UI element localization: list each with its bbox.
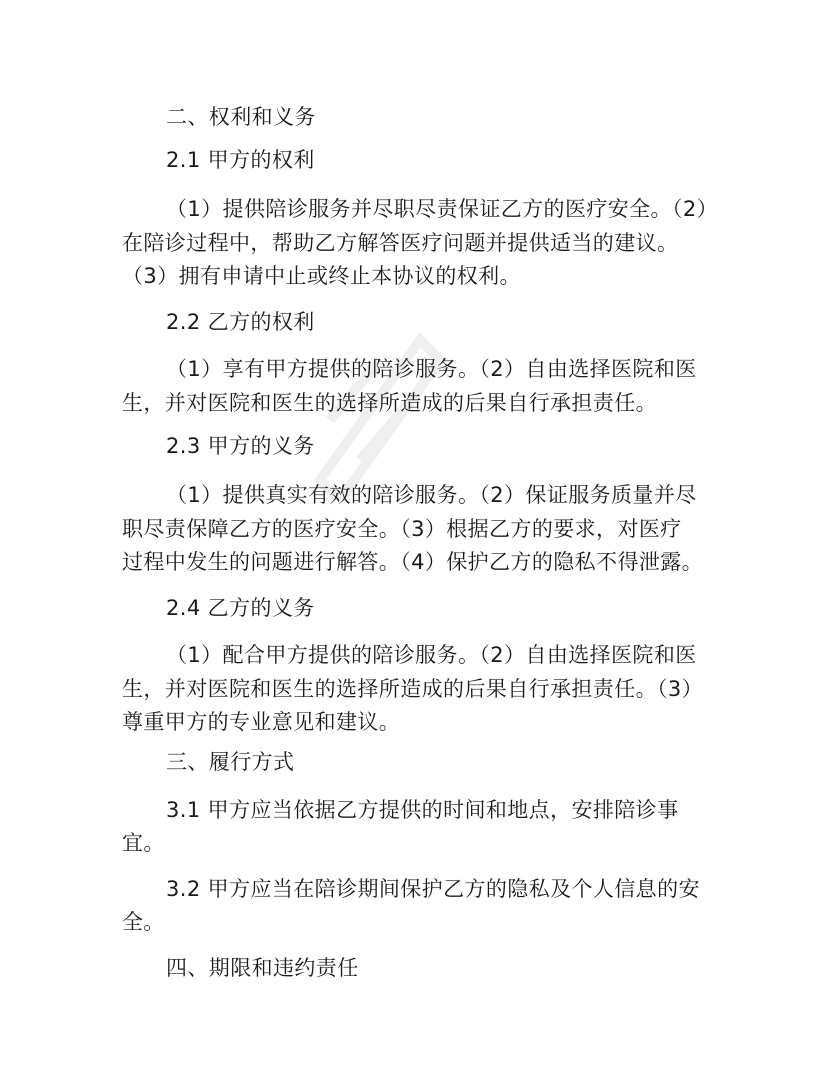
subsection-title-2-4: 2.4 乙方的义务	[166, 596, 315, 620]
subsection-title-2-1: 2.1 甲方的权利	[166, 148, 315, 172]
paragraph-line: 尊重甲方的专业意见和建议。	[122, 710, 401, 734]
paragraph-line: 3.2 甲方应当在陪诊期间保护乙方的隐私及个人信息的安	[166, 877, 700, 901]
section-heading-performance: 三、履行方式	[166, 750, 295, 774]
paragraph-line: （1）享有甲方提供的陪诊服务。（2）自由选择医院和医	[166, 357, 697, 381]
paragraph-line: 3.1 甲方应当依据乙方提供的时间和地点，安排陪诊事	[166, 798, 679, 822]
paragraph-line: 宜。	[122, 831, 165, 855]
paragraph-line: （3）拥有申请中止或终止本协议的权利。	[122, 264, 521, 288]
subsection-title-2-3: 2.3 甲方的义务	[166, 434, 315, 458]
paragraph-line: 职尽责保障乙方的医疗安全。（3）根据乙方的要求，对医疗	[122, 517, 682, 541]
section-heading-term-liability: 四、期限和违约责任	[166, 956, 359, 980]
subsection-title-2-2: 2.2 乙方的权利	[166, 310, 315, 334]
paragraph-line: （1）提供陪诊服务并尽职尽责保证乙方的医疗安全。（2）	[166, 197, 719, 221]
paragraph-line: 过程中发生的问题进行解答。（4）保护乙方的隐私不得泄露。	[122, 550, 704, 574]
paragraph-line: 全。	[122, 910, 165, 934]
paragraph-line: 在陪诊过程中，帮助乙方解答医疗问题并提供适当的建议。	[122, 231, 679, 255]
paragraph-line: （1）配合甲方提供的陪诊服务。（2）自由选择医院和医	[166, 643, 697, 667]
paragraph-line: 生，并对医院和医生的选择所造成的后果自行承担责任。（3）	[122, 677, 704, 701]
section-heading-rights: 二、权利和义务	[166, 105, 316, 129]
paragraph-line: （1）提供真实有效的陪诊服务。（2）保证服务质量并尽	[166, 483, 697, 507]
paragraph-line: 生，并对医院和医生的选择所造成的后果自行承担责任。	[122, 391, 657, 415]
